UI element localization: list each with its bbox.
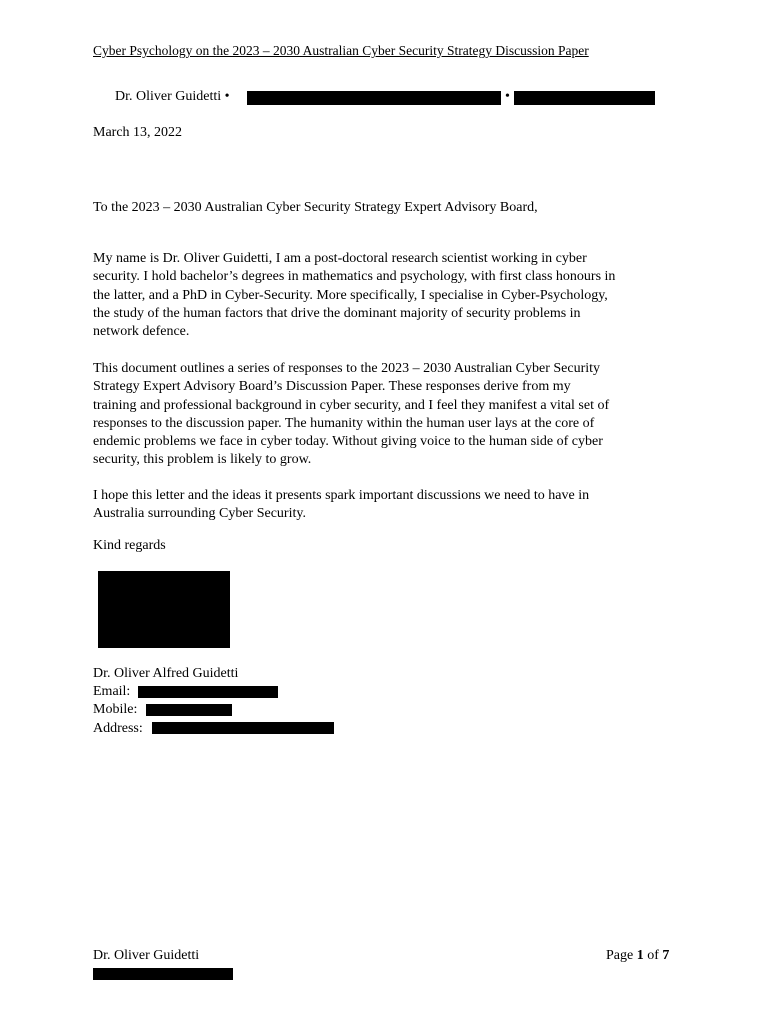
redacted-email xyxy=(138,686,278,698)
page-number xyxy=(606,948,669,964)
paragraph-line: endemic problems we face in cyber today. Without giving voice to the human side of cyber xyxy=(93,434,603,450)
letter-date: March 13, 2022 xyxy=(93,125,183,140)
footer-author-name: Dr. Oliver Guidetti xyxy=(93,948,200,963)
paragraph-line: responses to the discussion paper. The humanity within the human user lays at the core of xyxy=(93,415,595,431)
email-label: Email: xyxy=(93,684,131,700)
redacted-footer-info xyxy=(93,968,233,980)
page-of: of xyxy=(647,948,659,963)
page-current: 1 xyxy=(636,948,644,963)
page-prefix: Page xyxy=(606,948,634,963)
document-header-title: Cyber Psychology on the 2023 – 2030 Australian Cyber Security Strategy Discussion Paper xyxy=(93,43,589,58)
paragraph-line: network defence. xyxy=(93,324,190,340)
paragraph-line: This document outlines a series of responses to the 2023 – 2030 Australian Cyber Security xyxy=(93,361,601,376)
paragraph-line: Strategy Expert Advisory Board’s Discussion Paper. These responses derive from my xyxy=(93,379,571,395)
page-total: 7 xyxy=(662,948,670,963)
paragraph-line: training and professional background in cyber security, and I feel they manifest a vital set of xyxy=(93,397,610,413)
paragraph-line: the latter, and a PhD in Cyber-Security. More specifically, I specialise in Cyber-Psychology, xyxy=(93,287,608,303)
paragraph-line: I hope this letter and the ideas it presents spark important discussions we need to have in xyxy=(93,488,590,503)
paragraph-line: Australia surrounding Cyber Security. xyxy=(93,506,306,522)
author-name: Dr. Oliver Guidetti • xyxy=(115,89,230,104)
redacted-contact-1 xyxy=(247,91,501,105)
paragraph-3 xyxy=(93,487,683,524)
salutation: To the 2023 – 2030 Australian Cyber Security Strategy Expert Advisory Board, xyxy=(93,200,538,215)
paragraph-2 xyxy=(93,360,683,470)
signature-full-name: Dr. Oliver Alfred Guidetti xyxy=(93,666,239,681)
redacted-address xyxy=(152,722,334,734)
paragraph-line: My name is Dr. Oliver Guidetti, I am a post-doctoral research scientist working in cyber xyxy=(93,251,587,266)
paragraph-line: the study of the human factors that drive the dominant majority of security problems in xyxy=(93,305,581,321)
paragraph-line: security. I hold bachelor’s degrees in mathematics and psychology, with first class honours in xyxy=(93,269,616,285)
paragraph-line: security, this problem is likely to grow. xyxy=(93,452,312,468)
paragraph-1 xyxy=(93,250,683,341)
author-separator: • xyxy=(505,89,510,104)
redacted-mobile xyxy=(146,704,232,716)
mobile-label: Mobile: xyxy=(93,702,138,718)
redacted-signature xyxy=(98,571,230,648)
address-label: Address: xyxy=(93,720,143,736)
redacted-contact-2 xyxy=(514,91,655,105)
author-line xyxy=(115,89,230,105)
closing: Kind regards xyxy=(93,538,166,553)
